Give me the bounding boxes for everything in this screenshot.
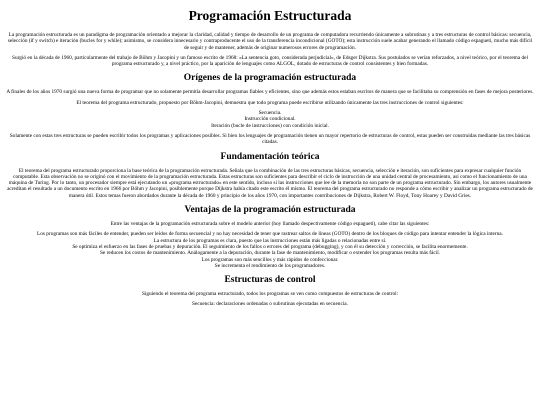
list-item: Iteración (bucle de instrucciones) con condición inicial.: [211, 122, 329, 129]
structures-sequence-line: Secuencia: declaraciones ordenadas o subrutinas ejecutadas en secuencia.: [192, 301, 348, 308]
list-item: Se incrementa el rendimiento de los programadores.: [214, 262, 326, 269]
list-item: Se optimiza el esfuerzo en las fases de pruebas y depuración. El seguimiento de los fallos o errores del programa (debugging), y con él su detección y corrección, se facilita enormemente.: [72, 243, 468, 250]
list-item: Los programas son más fáciles de entender, pueden ser leídos de forma secuencial y no hay necesidad de tener que rastrear saltos de líneas (GOTO) dentro de los bloques de código para intentar entender la lógica interna.: [37, 231, 503, 238]
list-item: Se reducen los costos de mantenimiento. Análogamente a la depuración, durante la fase de mantenimiento, modificar o extender los programas resulta más fácil.: [99, 250, 441, 257]
list-item: Los programas son más sencillos y más rápidos de confeccionar.: [201, 256, 339, 263]
origins-paragraph-1: A finales de los años 1970 surgió una nueva forma de programar que no solamente permitía desarrollar programas fiables y eficientes, sino que además estos estaban escritos de manera que se facilitaba su comprensión en fases de mejora posteriores.: [6, 89, 534, 96]
advantages-list: [6, 231, 534, 269]
list-item: Instrucción condicional.: [244, 116, 296, 123]
origins-heading: Orígenes de la programación estructurada: [183, 73, 357, 84]
list-item: Secuencia.: [258, 110, 282, 117]
intro-paragraph-1: La programación estructurada es un paradigma de programación orientado a mejorar la claridad, calidad y tiempo de desarrollo de un programa de computadora recurriendo únicamente a subrutinas y a tres estructuras de control básicas: secuencia, selección (if y switch) e iteración (bucles for y while); asimismo, se considera innecesario y contraproducente el uso de la transferencia incondicional (GOTO); esta instrucción suele acabar generando el llamado código espagueti, mucho más difícil de seguir y de mantener, además de originar numerosos errores de programación.: [7, 32, 533, 51]
origins-paragraph-2: El teorema del programa estructurado, propuesto por Böhm-Jacopini, demuestra que todo programa puede escribirse utilizando únicamente las tres instrucciones de control siguientes:: [76, 99, 464, 106]
page-title: Programación Estructurada: [188, 8, 352, 23]
advantages-heading: Ventajas de la programación estructurada: [184, 205, 356, 216]
list-item: La estructura de los programas es clara, puesto que las instrucciones están más ligadas o relacionadas entre sí.: [153, 237, 387, 244]
fundamentals-paragraph: El teorema del programa estructurado proporciona la base teórica de la programación estructurada. Señala que la combinación de las tres estructuras básicas, secuencia, selección e iteración, son suficientes para expresar cualquier función computable. Esta observación no se originó con el movimiento de la programación estructurada. Estas estructuras son suficientes para describir el ciclo de instrucción de una unidad central de procesamiento, así como el funcionamiento de una máquina de Turing. Por lo tanto, un procesador siempre está ejecutando un «programa estructurado» en este sentido, incluso si las instrucciones que lee de la memoria no son parte de un programa estructurado. Sin embargo, los autores usualmente acreditan el resultado a un documento escrito en 1966 por Böhm y Jacopini, posiblemente porque Dijkstra había citado este escrito él mismo. El teorema del programa estructurado no responde a cómo escribir y analizar un programa estructurado de manera útil. Estos temas fueron abordados durante la década de 1960 y principio de los años 1970, con importantes contribuciones de Dijkstra, Robert W. Floyd, Tony Hoarey y David Gries.: [7, 167, 533, 199]
fundamentals-heading: Fundamentación teórica: [220, 151, 320, 162]
advantages-intro: Entre las ventajas de la programación estructurada sobre el modelo anterior (hoy llamado despectivamente código espagueti), cabe citar las siguientes:: [110, 221, 430, 228]
structures-heading: Estructuras de control: [224, 275, 316, 286]
structures-paragraph: Siguiendo el teorema del programa estructurado, todos los programas se ven como compuestos de estructuras de control:: [141, 291, 399, 298]
intro-paragraph-2: Surgió en la década de 1960, particularmente del trabajo de Böhm y Jacopini y un famoso escrito de 1968: «La sentencia goto, considerada perjudicial», de Edsger Dijkstra. Sus postulados se verían reforzados, a nivel teórico, por el teorema del programa estructurado y, a nivel práctico, por la aparición de lenguajes como ALGOL, dotado de estructuras de control consistentes y bien formadas.: [12, 54, 528, 68]
origins-paragraph-3: Solamente con estas tres estructuras se pueden escribir todos los programas y aplicaciones posibles. Si bien los lenguajes de programación tienen un mayor repertorio de estructuras de control, estas pueden ser construidas mediante las tres básicas citadas.: [9, 132, 531, 146]
control-instructions-list: [6, 110, 534, 129]
